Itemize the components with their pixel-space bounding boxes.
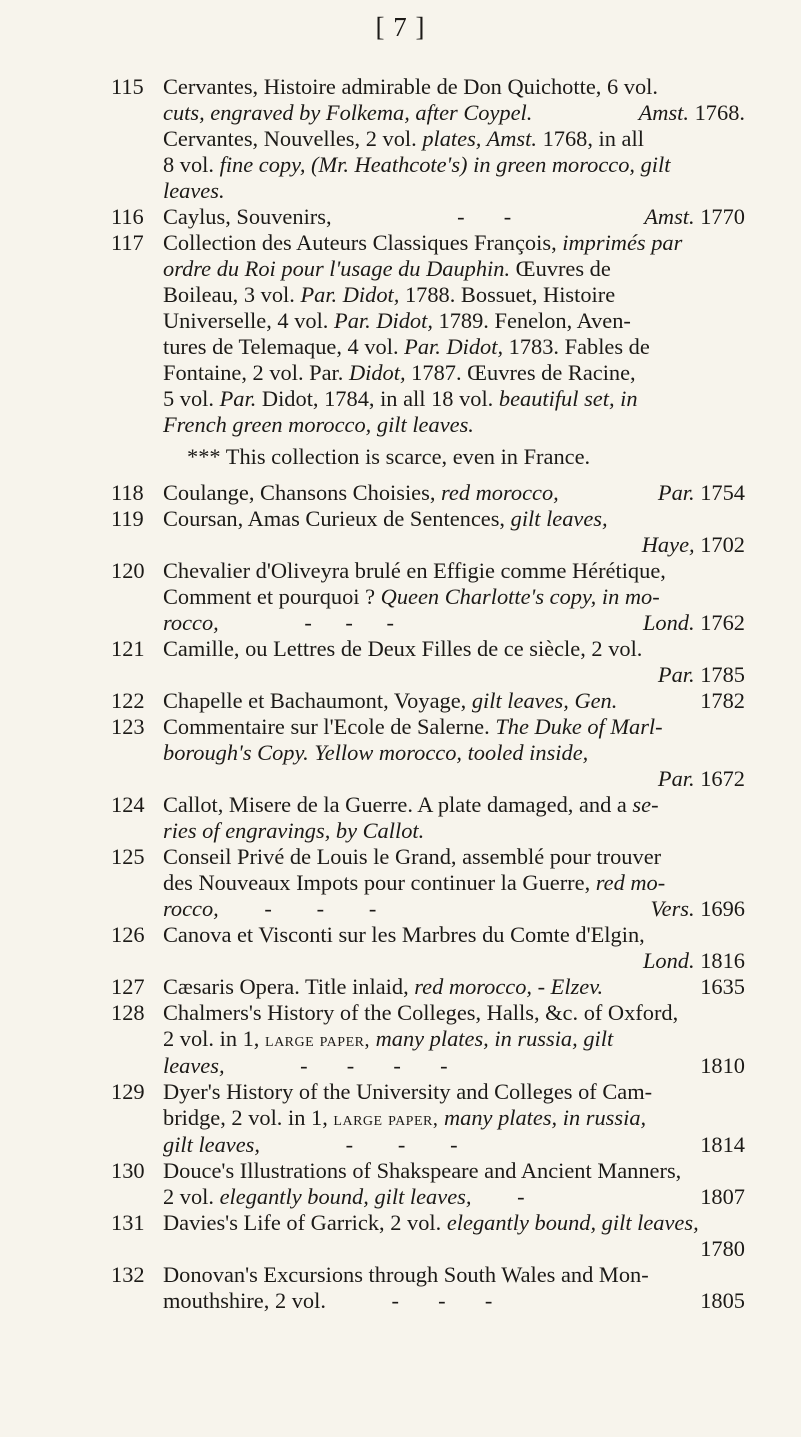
catalogue-entry-131 [0,1210,801,1262]
page-number-marker: [ 7 ] [375,12,426,42]
lot-number: 127 [111,974,145,999]
catalogue-entry-132 [0,1262,801,1314]
entry-line: Collection des Auteurs Classiques François, imprimés par [163,230,683,255]
entry-line: borough's Copy. Yellow morocco, tooled inside, [163,740,589,765]
entry-line: tures de Telemaque, 4 vol. Par. Didot, 1783. Fables de [163,334,650,359]
entry-line: Coulange, Chansons Choisies, red morocco, Par. 1754 [163,480,745,505]
entry-line: Comment et pourquoi ? Queen Charlotte's copy, in mo- [163,584,660,609]
catalogue-entry-116 [0,204,801,230]
entry-line: Cervantes, Nouvelles, 2 vol. plates, Amst. 1768, in all [163,126,644,151]
catalogue-entry-126 [0,922,801,974]
entry-line: Fontaine, 2 vol. Par. Didot, 1787. Œuvres de Racine, [163,360,636,385]
entry-line: bridge, 2 vol. in 1, large paper, many plates, in russia, [163,1105,647,1130]
entry-line: Conseil Privé de Louis le Grand, assemblé pour trouver [163,844,662,869]
entry-line: rocco, - - - Lond. 1762 [163,610,745,635]
entry-line: Chevalier d'Oliveyra brulé en Effigie comme Hérétique, [163,558,666,583]
catalogue-entry-120 [0,558,801,636]
catalogue-entry-122 [0,688,801,714]
catalogue-entry-128 [0,1000,801,1079]
entry-line: Commentaire sur l'Ecole de Salerne. The Duke of Marl- [163,714,663,739]
entry-line: Cervantes, Histoire admirable de Don Quichotte, 6 vol. [163,74,658,99]
entry-line: Chapelle et Bachaumont, Voyage, gilt leaves, Gen. 1782 [163,688,745,713]
entry-line: 1780 [700,1236,745,1261]
lot-number: 116 [111,204,144,229]
catalogue-list [0,74,801,1314]
lot-number: 117 [111,230,144,255]
catalogue-entry-115 [0,74,801,204]
lot-number: 125 [111,844,145,869]
catalogue-entry-127 [0,974,801,1000]
entry-line: 5 vol. Par. Didot, 1784, in all 18 vol. beautiful set, in [163,386,638,411]
entry-line: Boileau, 3 vol. Par. Didot, 1788. Bossuet, Histoire [163,282,616,307]
entry-line: 2 vol. in 1, large paper, many plates, in russia, gilt [163,1026,614,1051]
entry-line: Cæsaris Opera. Title inlaid, red morocco, - Elzev. 1635 [163,974,745,999]
catalogue-entry-121 [0,636,801,688]
lot-number: 118 [111,480,144,505]
catalogue-entry-124 [0,792,801,844]
lot-number: 120 [111,558,145,583]
entry-line: French green morocco, gilt leaves. [163,412,474,437]
entry-line: des Nouveaux Impots pour continuer la Guerre, red mo- [163,870,666,895]
entry-line: Universelle, 4 vol. Par. Didot, 1789. Fenelon, Aven- [163,308,631,333]
lot-number: 124 [111,792,145,817]
lot-number: 126 [111,922,145,947]
entry-line: 2 vol. elegantly bound, gilt leaves, - 1807 [163,1184,745,1209]
lot-number: 119 [111,506,144,531]
catalogue-entry-119 [0,506,801,558]
entry-line: Davies's Life of Garrick, 2 vol. elegantly bound, gilt leaves, [163,1210,699,1235]
lot-number: 122 [111,688,145,713]
entry-line: Coursan, Amas Curieux de Sentences, gilt leaves, [163,506,608,531]
lot-number: 115 [111,74,144,99]
lot-number: 131 [111,1210,145,1235]
catalogue-entry-123 [0,714,801,792]
entry-line: Canova et Visconti sur les Marbres du Comte d'Elgin, [163,922,645,947]
lot-number: 129 [111,1079,145,1104]
entry-line: Haye, 1702 [641,532,745,557]
lot-number: 132 [111,1262,145,1287]
lot-number: 121 [111,636,145,661]
entry-line: Callot, Misere de la Guerre. A plate damaged, and a se- [163,792,659,817]
entry-line: ordre du Roi pour l'usage du Dauphin. Œuvres de [163,256,611,281]
entry-line: Lond. 1816 [642,948,745,973]
entry-line: 8 vol. fine copy, (Mr. Heathcote's) in green morocco, gilt [163,152,671,177]
entry-line: Douce's Illustrations of Shakspeare and Ancient Manners, [163,1158,682,1183]
entry-line: Camille, ou Lettres de Deux Filles de ce siècle, 2 vol. [163,636,643,661]
entry-line: gilt leaves, - - - 1814 [163,1132,745,1157]
entry-line: ries of engravings, by Callot. [163,818,425,843]
lot-number: 130 [111,1158,145,1183]
entry-line: rocco, - - - Vers. 1696 [163,896,745,921]
catalogue-entry-118 [0,480,801,506]
entry-line: Par. 1785 [657,662,745,687]
entry-line: cuts, engraved by Folkema, after Coypel. Amst. 1768. [163,100,745,125]
entry-line: Chalmers's History of the Colleges, Halls, &c. of Oxford, [163,1000,679,1025]
catalogue-entry-129 [0,1079,801,1158]
entry-line: Par. 1672 [657,766,745,791]
catalogue-entry-125 [0,844,801,922]
entry-line: Caylus, Souvenirs, - - Amst. 1770 [163,204,745,229]
entry-line: leaves. [163,178,225,203]
entry-line: Dyer's History of the University and Colleges of Cam- [163,1079,653,1104]
entry-line: Donovan's Excursions through South Wales and Mon- [163,1262,649,1287]
lot-number: 128 [111,1000,145,1025]
lot-number: 123 [111,714,145,739]
catalogue-note: *** This collection is scarce, even in France. [187,444,591,469]
entry-line: mouthshire, 2 vol. - - - 1805 [163,1288,745,1313]
catalogue-entry-117 [0,230,801,438]
entry-line: leaves, - - - - 1810 [163,1053,745,1078]
catalogue-entry-130 [0,1158,801,1210]
